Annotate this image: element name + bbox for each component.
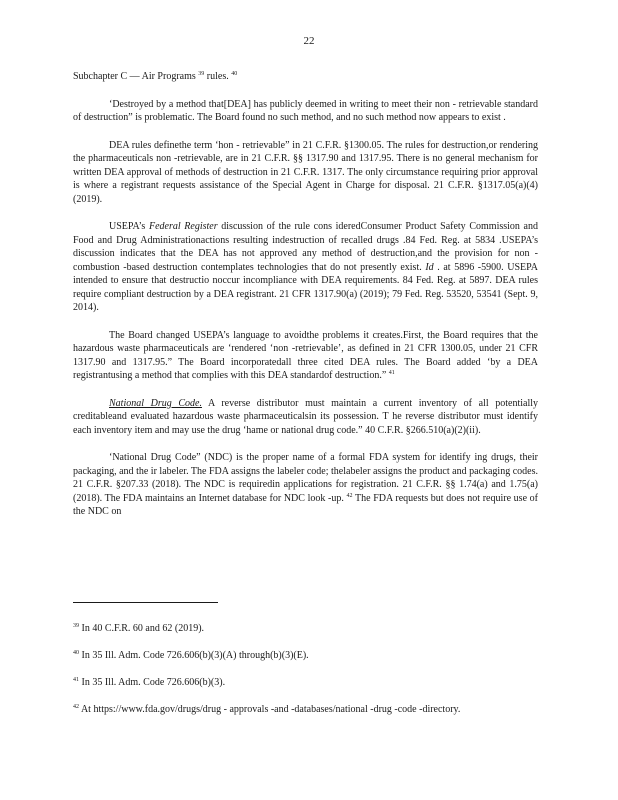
footnote-number: 42 <box>73 704 79 710</box>
paragraph-dea-rules <box>73 139 538 207</box>
footnotes <box>73 622 538 730</box>
paragraph-text: . at 5896 -5900. USEPA intended to ensure that destructio noccur incompliance with DEA requirements. 84 Fed. Reg. at 5897. DEA rules require compliant destruction by a DEA registrant. 21 CFR 1317.90(a) (2019); 79 Fed. Reg. 53520, 53541 (Sept. 9, 2014). <box>73 261 538 313</box>
footnote-link[interactable]: At https://www.fda.gov/drugs/drug - approvals -and -databases/national -drug -code -directory. <box>80 704 461 715</box>
paragraph-text: DEA rules definethe term ‘hon - retrievable” in 21 C.F.R. §1300.05. The rules for destruction,or rendering the pharmaceuticals non -retrievable, are in 21 C.F.R. §§ 1317.90 and 1317.95. There is no general mechanism for written DEA approval of methods of destruction in 21 C.F.R. 1317. The only circumstance requiring prior approval is where a registrant requests assistance of the Special Agent in Charge for disposal. 21 C.F.R. §1317.05(a)(4) (2019). <box>73 139 538 205</box>
footnote-number: 40 <box>73 650 79 656</box>
italic-citation: Federal Register <box>148 221 218 232</box>
paragraph-subchapter <box>73 70 538 84</box>
footnote-number: 41 <box>73 677 79 683</box>
footnote-40 <box>73 649 538 662</box>
page-number: 22 <box>303 35 315 47</box>
paragraph-text: A reverse distributor must maintain a current inventory of all potentially creditableand evaluated hazardous waste pharmaceuticalsin its possession. T he reverse distributor must identify each inventory item and may use the drug ‘hame or national drug code.” 40 C.F.R. §266.510(a)(2)(ii). <box>73 397 538 436</box>
paragraph-ndc <box>73 451 538 519</box>
footnote-text: In 35 Ill. Adm. Code 726.606(b)(3). <box>81 677 226 688</box>
footnote-42 <box>73 703 538 716</box>
paragraph-text: The Board changed USEPA’s language to avoidthe problems it creates.First, the Board requires that the hazardous waste pharmaceuticals are ‘rendered ‘non -retrievable’, as defined in 21 CFR 1300.05, under 21 CFR 1317.90 and 1317.95.” The Board incorporatedall three cited DEA rules. The Board added ‘by a DEA registrantusing a method that complies with this DEA standardof destruction.” <box>73 329 538 381</box>
paragraph-text: USEPA’s <box>109 221 149 232</box>
footnote-ref-41[interactable]: 41 <box>388 370 395 376</box>
footnote-41 <box>73 676 538 689</box>
paragraph-text: ‘Destroyed by a method that[DEA] has publicly deemed in writing to meet their non - retrievable standard of destruction” is problematic. The Board found no such method, and no such method now appears to exist . <box>73 98 538 123</box>
paragraph-national-drug-code <box>73 397 538 438</box>
footnote-39 <box>73 622 538 635</box>
footnote-ref-40[interactable]: 40 <box>231 71 238 77</box>
paragraph-usepa <box>73 220 538 315</box>
paragraph-board-changed <box>73 329 538 383</box>
paragraph-text: Subchapter C — Air Programs <box>73 71 199 82</box>
paragraph-text: ‘National Drug Code” (NDC) is the proper name of a formal FDA system for identify ing drugs, their packaging, and the ir labeler. The FDA assigns the labeler code; thelabeler assigns the product and packaging codes. 21 C.F.R. §207.33 (2018). The NDC is requiredin applications for registration. 21 C.F.R. §§ 1.74(a) and 1.75(a) (2018). The FDA maintains an Internet database for NDC look -up. <box>73 452 538 504</box>
paragraph-text: discussion of the rule cons ideredConsumer Product Safety Commission and Food and Drug Administrationactions resulting indestruction of recalled drugs .84 Fed. Reg. at 5834 .USEPA’s discussion indicates that the DEA has not approved any method of destruction,and the provision for non - combustion -based destruction contemplates technologies that do not presently exist. <box>73 221 538 273</box>
section-heading: National Drug Code. <box>109 397 202 409</box>
footnote-ref-42[interactable]: 42 <box>346 492 353 499</box>
footnote-separator <box>73 602 218 603</box>
footnote-text: In 40 C.F.R. 60 and 62 (2019). <box>81 623 205 634</box>
paragraph-text: The FDA requests but does not require use of the NDC on <box>73 492 539 517</box>
paragraph-destroyed <box>73 98 538 125</box>
footnote-number: 39 <box>73 623 79 629</box>
page-body <box>73 70 538 533</box>
paragraph-text: rules. <box>204 71 232 82</box>
italic-id: Id <box>425 261 434 273</box>
footnote-ref-39[interactable]: 39 <box>198 71 205 77</box>
footnote-text: In 35 Ill. Adm. Code 726.606(b)(3)(A) through(b)(3)(E). <box>81 650 309 661</box>
